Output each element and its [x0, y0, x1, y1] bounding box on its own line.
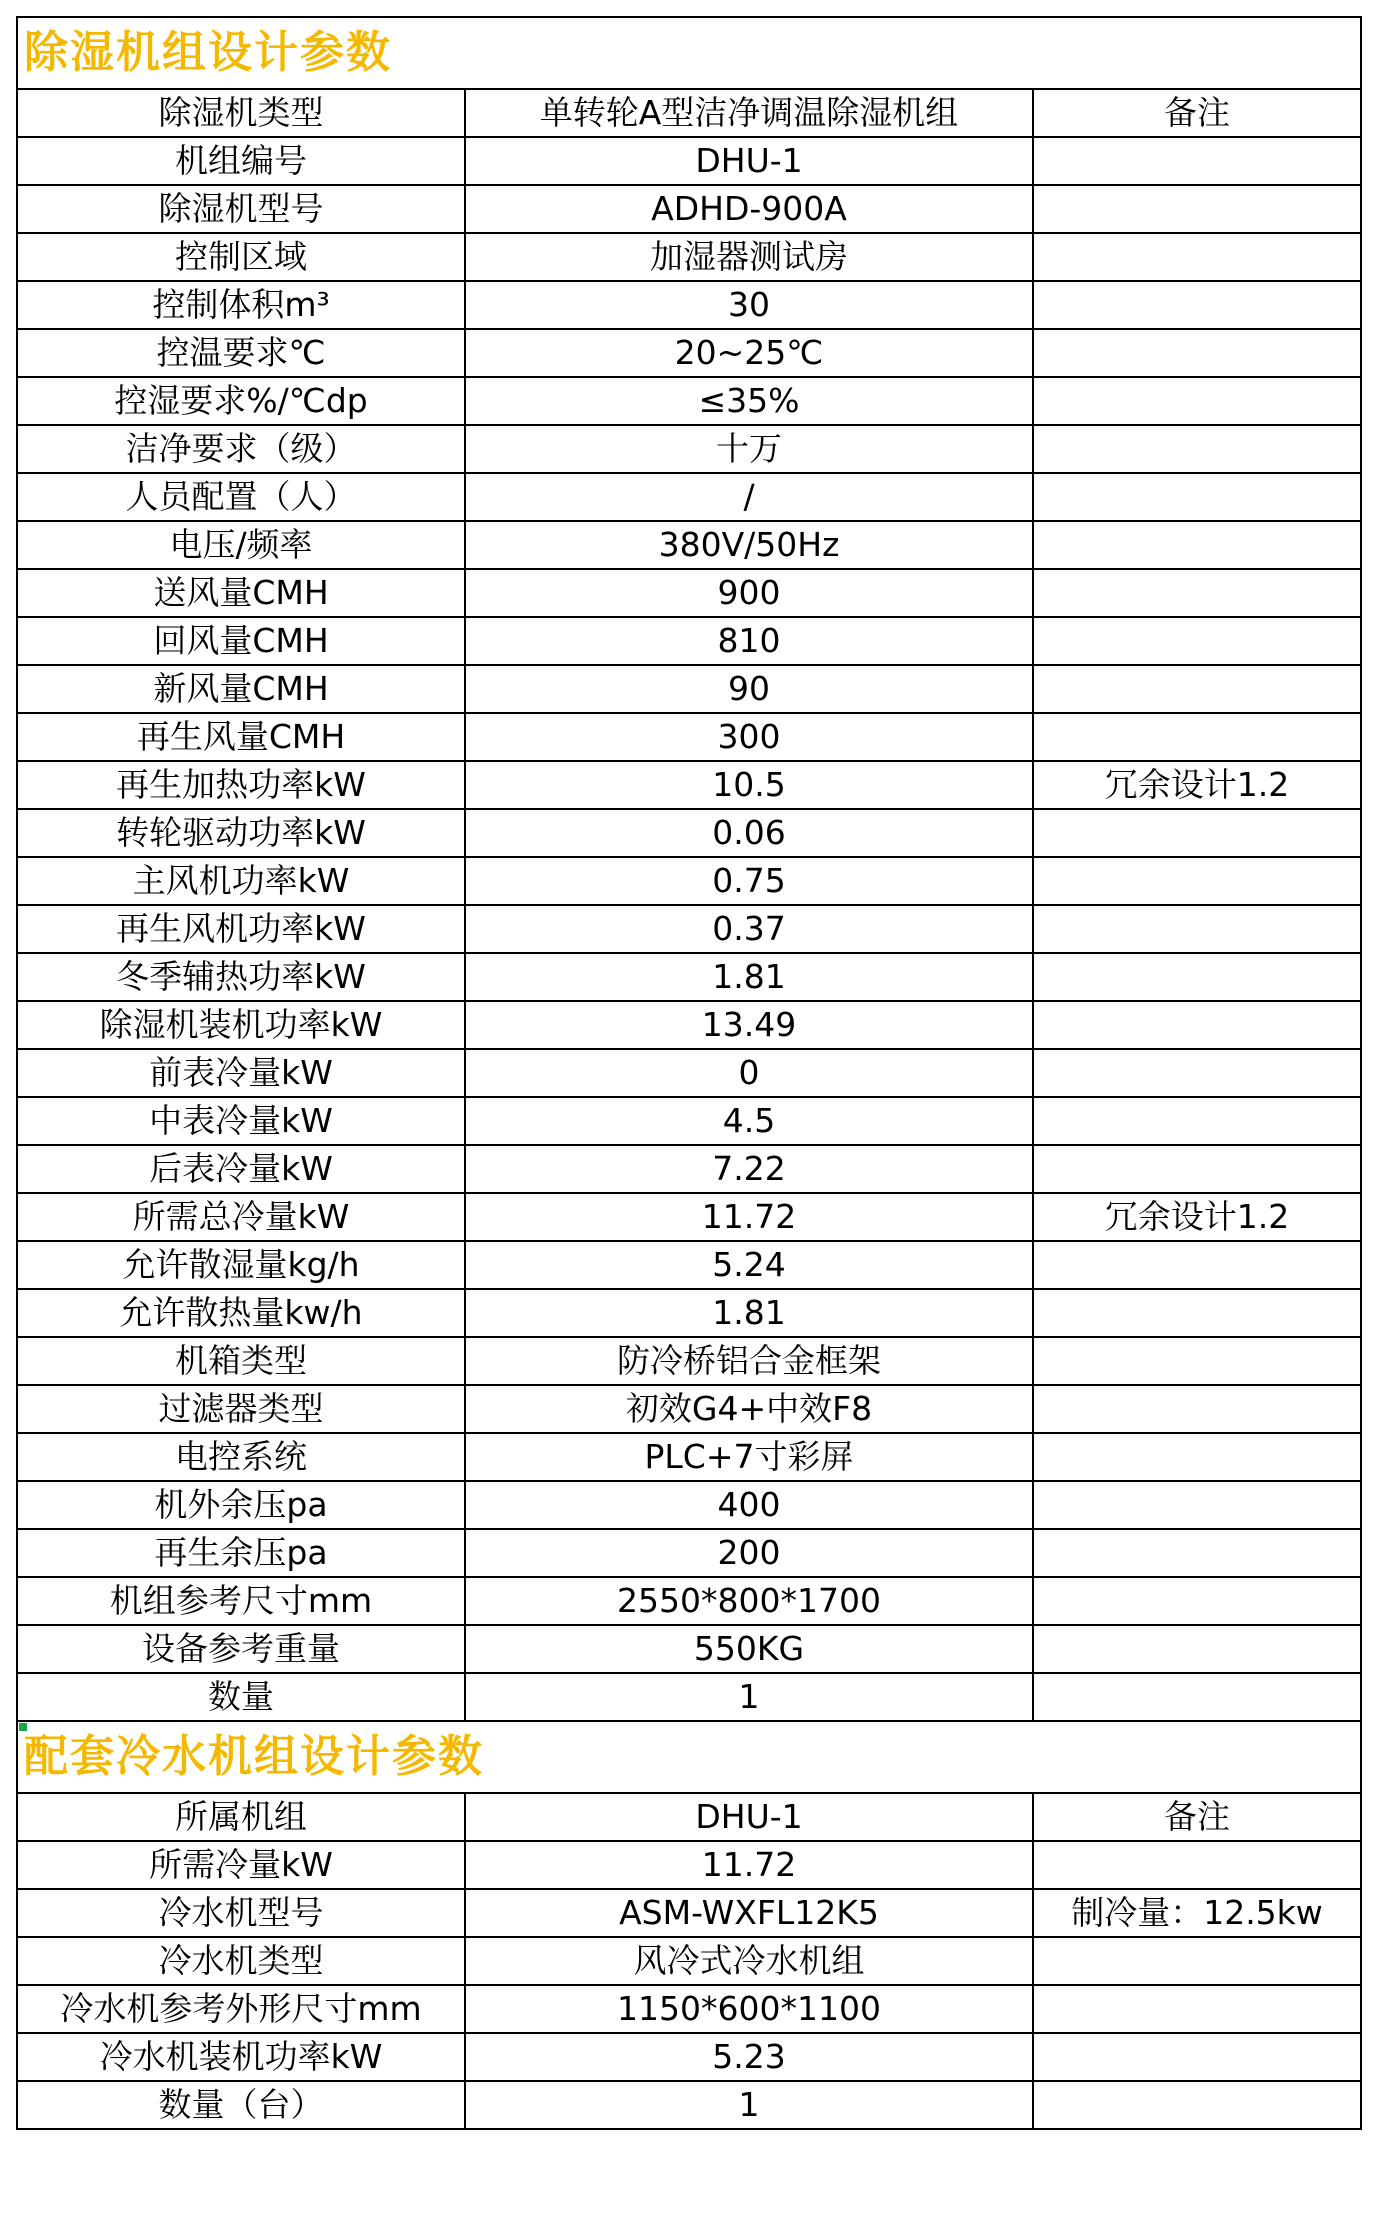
- section-title-row: [17, 1721, 1361, 1793]
- param-remark-cell: [1033, 521, 1361, 569]
- param-value-cell: 单转轮A型洁净调温除湿机组: [465, 89, 1033, 137]
- param-remark-cell: [1033, 473, 1361, 521]
- param-value-cell: 1: [465, 2081, 1033, 2129]
- param-name-cell: 中表冷量kW: [17, 1097, 465, 1145]
- param-value-cell: 4.5: [465, 1097, 1033, 1145]
- param-name-cell: 控制区域: [17, 233, 465, 281]
- param-name-cell: 设备参考重量: [17, 1625, 465, 1673]
- table-row: [17, 185, 1361, 233]
- table-row: [17, 1385, 1361, 1433]
- param-value-cell: 7.22: [465, 1145, 1033, 1193]
- param-remark-cell: [1033, 857, 1361, 905]
- param-remark-cell: [1033, 1385, 1361, 1433]
- param-remark-cell: [1033, 953, 1361, 1001]
- param-value-cell: 810: [465, 617, 1033, 665]
- param-value-cell: 900: [465, 569, 1033, 617]
- param-name-cell: 转轮驱动功率kW: [17, 809, 465, 857]
- table-row: [17, 1673, 1361, 1721]
- param-value-cell: 11.72: [465, 1841, 1033, 1889]
- param-remark-cell: [1033, 281, 1361, 329]
- param-remark-cell: [1033, 569, 1361, 617]
- table-row: [17, 761, 1361, 809]
- param-remark-cell: 备注: [1033, 1793, 1361, 1841]
- param-name-cell: 所属机组: [17, 1793, 465, 1841]
- param-remark-cell: [1033, 1937, 1361, 1985]
- table-row: [17, 809, 1361, 857]
- table-row: [17, 1433, 1361, 1481]
- param-value-cell: ASM-WXFL12K5: [465, 1889, 1033, 1937]
- table-row: [17, 857, 1361, 905]
- param-remark-cell: [1033, 713, 1361, 761]
- param-name-cell: 冬季辅热功率kW: [17, 953, 465, 1001]
- param-value-cell: 11.72: [465, 1193, 1033, 1241]
- param-name-cell: 冷水机参考外形尺寸mm: [17, 1985, 465, 2033]
- param-name-cell: 允许散热量kw/h: [17, 1289, 465, 1337]
- param-remark-cell: [1033, 665, 1361, 713]
- param-name-cell: 控湿要求%/℃dp: [17, 377, 465, 425]
- table-row: [17, 953, 1361, 1001]
- spec-sheet: [16, 16, 1360, 2130]
- param-remark-cell: 冗余设计1.2: [1033, 761, 1361, 809]
- table-row: [17, 1289, 1361, 1337]
- table-row: [17, 905, 1361, 953]
- param-remark-cell: [1033, 425, 1361, 473]
- param-value-cell: DHU-1: [465, 137, 1033, 185]
- param-value-cell: 13.49: [465, 1001, 1033, 1049]
- param-value-cell: 0.06: [465, 809, 1033, 857]
- table-row: [17, 1337, 1361, 1385]
- param-name-cell: 再生风机功率kW: [17, 905, 465, 953]
- param-remark-cell: 制冷量：12.5kw: [1033, 1889, 1361, 1937]
- param-name-cell: 回风量CMH: [17, 617, 465, 665]
- param-value-cell: 加湿器测试房: [465, 233, 1033, 281]
- param-name-cell: 前表冷量kW: [17, 1049, 465, 1097]
- param-remark-cell: [1033, 617, 1361, 665]
- param-remark-cell: [1033, 185, 1361, 233]
- param-remark-cell: [1033, 1577, 1361, 1625]
- param-remark-cell: [1033, 1625, 1361, 1673]
- param-value-cell: 5.23: [465, 2033, 1033, 2081]
- param-name-cell: 后表冷量kW: [17, 1145, 465, 1193]
- table-row: [17, 1241, 1361, 1289]
- table-row: [17, 1193, 1361, 1241]
- param-name-cell: 人员配置（人）: [17, 473, 465, 521]
- param-name-cell: 冷水机型号: [17, 1889, 465, 1937]
- table-row: [17, 1793, 1361, 1841]
- param-remark-cell: [1033, 329, 1361, 377]
- param-value-cell: 防冷桥铝合金框架: [465, 1337, 1033, 1385]
- param-name-cell: 允许散湿量kg/h: [17, 1241, 465, 1289]
- table-row: [17, 89, 1361, 137]
- param-remark-cell: [1033, 2033, 1361, 2081]
- param-name-cell: 再生风量CMH: [17, 713, 465, 761]
- table-row: [17, 425, 1361, 473]
- param-name-cell: 机组编号: [17, 137, 465, 185]
- table-row: [17, 713, 1361, 761]
- param-remark-cell: [1033, 233, 1361, 281]
- param-value-cell: 5.24: [465, 1241, 1033, 1289]
- table-row: [17, 1625, 1361, 1673]
- table-row: [17, 137, 1361, 185]
- param-remark-cell: [1033, 1985, 1361, 2033]
- param-remark-cell: [1033, 1289, 1361, 1337]
- param-name-cell: 过滤器类型: [17, 1385, 465, 1433]
- table-row: [17, 2033, 1361, 2081]
- table-row: [17, 377, 1361, 425]
- table-row: [17, 1889, 1361, 1937]
- section-title: 配套冷水机组设计参数: [17, 1721, 1361, 1793]
- param-value-cell: 200: [465, 1529, 1033, 1577]
- param-remark-cell: [1033, 1481, 1361, 1529]
- param-value-cell: 十万: [465, 425, 1033, 473]
- table-row: [17, 329, 1361, 377]
- param-value-cell: 风冷式冷水机组: [465, 1937, 1033, 1985]
- param-name-cell: 冷水机装机功率kW: [17, 2033, 465, 2081]
- param-value-cell: 90: [465, 665, 1033, 713]
- param-remark-cell: [1033, 905, 1361, 953]
- param-name-cell: 除湿机型号: [17, 185, 465, 233]
- param-name-cell: 数量: [17, 1673, 465, 1721]
- table-row: [17, 2081, 1361, 2129]
- param-name-cell: 再生余压pa: [17, 1529, 465, 1577]
- table-row: [17, 1529, 1361, 1577]
- table-row: [17, 1481, 1361, 1529]
- param-remark-cell: [1033, 137, 1361, 185]
- table-row: [17, 1049, 1361, 1097]
- table-row: [17, 281, 1361, 329]
- param-name-cell: 主风机功率kW: [17, 857, 465, 905]
- param-name-cell: 再生加热功率kW: [17, 761, 465, 809]
- table-row: [17, 617, 1361, 665]
- param-name-cell: 送风量CMH: [17, 569, 465, 617]
- param-name-cell: 机组参考尺寸mm: [17, 1577, 465, 1625]
- param-remark-cell: [1033, 1673, 1361, 1721]
- table-row: [17, 1097, 1361, 1145]
- param-value-cell: 1.81: [465, 953, 1033, 1001]
- param-name-cell: 控温要求℃: [17, 329, 465, 377]
- table-row: [17, 569, 1361, 617]
- param-value-cell: 1.81: [465, 1289, 1033, 1337]
- param-name-cell: 除湿机装机功率kW: [17, 1001, 465, 1049]
- param-value-cell: 380V/50Hz: [465, 521, 1033, 569]
- param-remark-cell: [1033, 1529, 1361, 1577]
- param-name-cell: 机箱类型: [17, 1337, 465, 1385]
- table-row: [17, 1001, 1361, 1049]
- param-remark-cell: 冗余设计1.2: [1033, 1193, 1361, 1241]
- param-name-cell: 数量（台）: [17, 2081, 465, 2129]
- param-value-cell: PLC+7寸彩屏: [465, 1433, 1033, 1481]
- table-row: [17, 665, 1361, 713]
- param-remark-cell: [1033, 1241, 1361, 1289]
- param-value-cell: ≤35%: [465, 377, 1033, 425]
- table-row: [17, 233, 1361, 281]
- param-remark-cell: [1033, 1841, 1361, 1889]
- cell-corner-marker: [19, 1723, 27, 1731]
- param-name-cell: 除湿机类型: [17, 89, 465, 137]
- param-value-cell: 1150*600*1100: [465, 1985, 1033, 2033]
- param-value-cell: DHU-1: [465, 1793, 1033, 1841]
- table-row: [17, 473, 1361, 521]
- param-remark-cell: [1033, 1049, 1361, 1097]
- param-remark-cell: [1033, 1337, 1361, 1385]
- table-row: [17, 1145, 1361, 1193]
- param-remark-cell: [1033, 2081, 1361, 2129]
- param-remark-cell: [1033, 809, 1361, 857]
- param-remark-cell: [1033, 1433, 1361, 1481]
- param-name-cell: 新风量CMH: [17, 665, 465, 713]
- param-value-cell: /: [465, 473, 1033, 521]
- param-name-cell: 电控系统: [17, 1433, 465, 1481]
- param-name-cell: 洁净要求（级）: [17, 425, 465, 473]
- table-row: [17, 1985, 1361, 2033]
- param-name-cell: 冷水机类型: [17, 1937, 465, 1985]
- param-value-cell: 初效G4+中效F8: [465, 1385, 1033, 1433]
- chiller-params-table: [16, 1720, 1362, 2130]
- param-remark-cell: [1033, 377, 1361, 425]
- table-row: [17, 1937, 1361, 1985]
- table-row: [17, 521, 1361, 569]
- param-value-cell: 1: [465, 1673, 1033, 1721]
- param-remark-cell: [1033, 1097, 1361, 1145]
- param-value-cell: 0.37: [465, 905, 1033, 953]
- param-name-cell: 电压/频率: [17, 521, 465, 569]
- param-value-cell: 2550*800*1700: [465, 1577, 1033, 1625]
- dehumidifier-params-table: [16, 16, 1362, 1722]
- param-name-cell: 所需总冷量kW: [17, 1193, 465, 1241]
- param-value-cell: ADHD-900A: [465, 185, 1033, 233]
- param-value-cell: 0.75: [465, 857, 1033, 905]
- section-title-row: [17, 17, 1361, 89]
- param-value-cell: 20~25℃: [465, 329, 1033, 377]
- param-value-cell: 0: [465, 1049, 1033, 1097]
- param-remark-cell: [1033, 1145, 1361, 1193]
- param-name-cell: 所需冷量kW: [17, 1841, 465, 1889]
- param-name-cell: 机外余压pa: [17, 1481, 465, 1529]
- param-value-cell: 400: [465, 1481, 1033, 1529]
- param-value-cell: 300: [465, 713, 1033, 761]
- table-row: [17, 1577, 1361, 1625]
- param-value-cell: 550KG: [465, 1625, 1033, 1673]
- param-remark-cell: [1033, 1001, 1361, 1049]
- param-remark-cell: 备注: [1033, 89, 1361, 137]
- param-name-cell: 控制体积m³: [17, 281, 465, 329]
- section-title: 除湿机组设计参数: [17, 17, 1361, 89]
- param-value-cell: 10.5: [465, 761, 1033, 809]
- table-row: [17, 1841, 1361, 1889]
- param-value-cell: 30: [465, 281, 1033, 329]
